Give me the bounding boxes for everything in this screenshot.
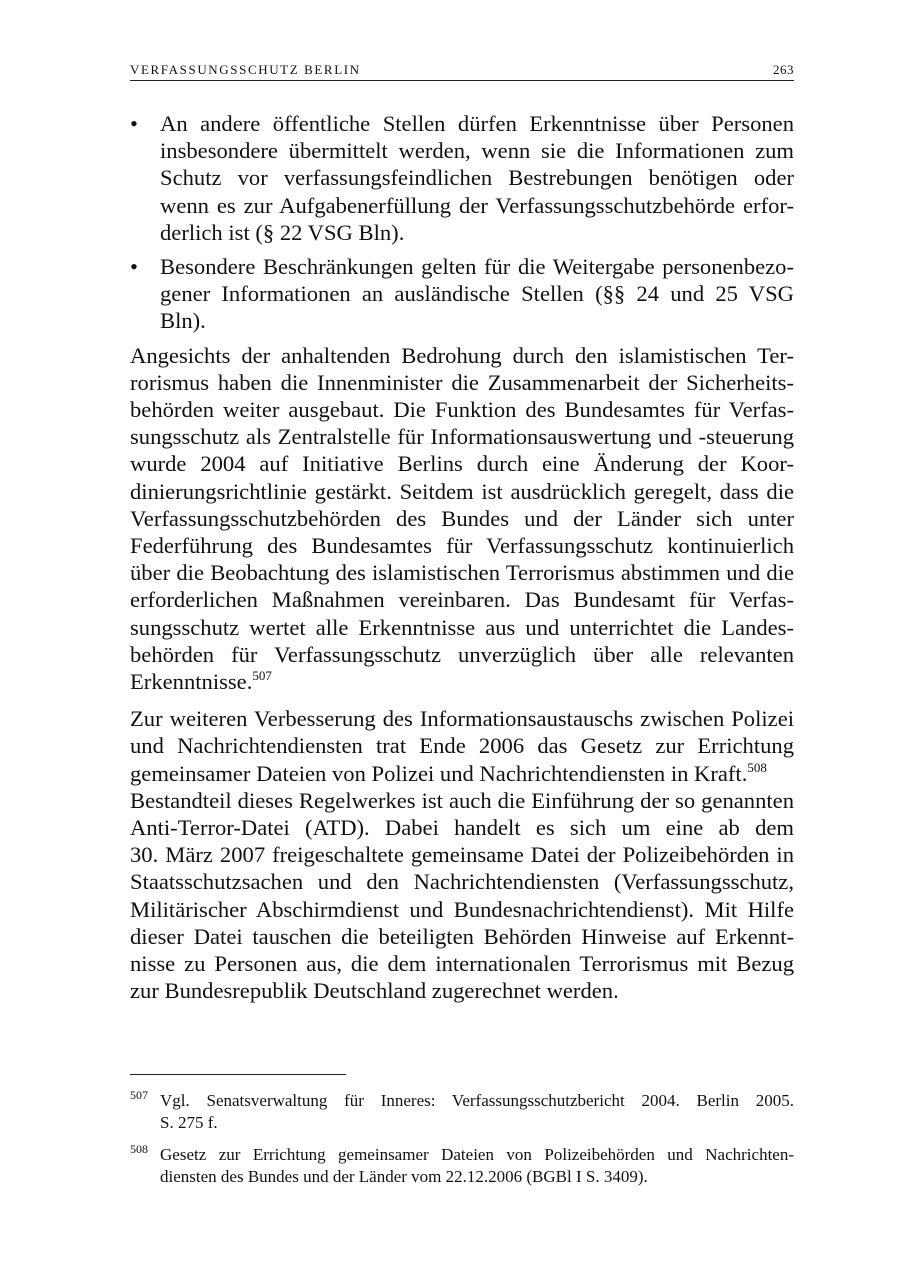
text-line: Anti-Terror-Datei (ATD). Dabei handelt es sich um eine ab dem	[130, 815, 794, 841]
footnote	[130, 1090, 794, 1134]
text-line: erforderlichen Maßnahmen vereinbaren. Das Bundesamt für Verfas-	[130, 587, 794, 613]
text-line: insbesondere übermittelt werden, wenn sie die Informationen zum	[160, 138, 794, 164]
bullet-list	[130, 110, 794, 335]
text-line: Besondere Beschränkungen gelten für die Weitergabe personenbezo-	[160, 254, 794, 280]
text-line: Angesichts der anhaltenden Bedrohung durch den islamistischen Ter-	[130, 342, 794, 368]
text-line: dieser Datei tauschen die beteiligten Behörden Hinweise auf Erkennt-	[130, 923, 794, 949]
text-line: Verfassungsschutzbehörden des Bundes und der Länder sich unter	[130, 505, 794, 531]
footnote-divider	[130, 1074, 346, 1075]
text-fragment: Erkenntnisse.	[130, 669, 253, 695]
body-text	[130, 110, 794, 1015]
footnote-number: 508	[130, 1142, 148, 1156]
text-line: Bestandteil dieses Regelwerkes ist auch die Einführung der so genannten	[130, 787, 794, 813]
text-line: gener Informationen an ausländische Stellen (§§ 24 und 25 VSG	[160, 281, 794, 307]
text-line: Schutz vor verfassungsfeindlichen Bestrebungen benötigen oder	[160, 165, 794, 191]
text-line: nisse zu Personen aus, die dem internationalen Terrorismus mit Bezug	[130, 951, 794, 977]
footnote-line: Vgl. Senatsverwaltung für Inneres: Verfassungsschutzbericht 2004. Berlin 2005.	[160, 1091, 794, 1110]
paragraph	[130, 705, 794, 1004]
text-line: sungsschutz wertet alle Erkenntnisse aus und unterrichtet die Landes-	[130, 614, 794, 640]
footnote-reference[interactable]: 508	[747, 759, 767, 775]
footnote-line: Gesetz zur Errichtung gemeinsamer Dateien von Polizeibehörden und Nachrichten-	[160, 1145, 794, 1164]
footnote-reference[interactable]: 507	[252, 668, 272, 684]
text-line: An andere öffentliche Stellen dürfen Erkenntnisse über Personen	[160, 111, 794, 136]
header-title: VERFASSUNGSSCHUTZ BERLIN	[130, 62, 361, 77]
text-line: behörden weiter ausgebaut. Die Funktion des Bundesamtes für Verfas-	[130, 397, 794, 423]
footnotes	[130, 1090, 794, 1198]
paragraph	[130, 342, 794, 696]
running-header	[130, 60, 794, 81]
text-line: über die Beobachtung des islamistischen Terrorismus abstimmen und die	[130, 560, 794, 586]
text-line: Staatsschutzsachen und den Nachrichtendiensten (Verfassungsschutz,	[130, 869, 794, 895]
text-line: Bln).	[160, 308, 206, 334]
footnote-line: diensten des Bundes und der Länder vom 22.12.2006 (BGBl I S. 3409).	[160, 1167, 648, 1186]
bullet-icon: •	[130, 111, 138, 136]
text-line: Militärischer Abschirmdienst und Bundesnachrichtendienst). Mit Hilfe	[130, 896, 794, 922]
bullet-item	[130, 110, 794, 246]
text-line: derlich ist (§ 22 VSG Bln).	[160, 219, 405, 245]
footnote	[130, 1144, 794, 1188]
text-line: Zur weiteren Verbesserung des Informationsaustauschs zwischen Polizei	[130, 706, 794, 732]
footnote-line: S. 275 f.	[160, 1113, 218, 1132]
bullet-item	[130, 253, 794, 335]
text-line: und Nachrichtendiensten trat Ende 2006 das Gesetz zur Errichtung	[130, 733, 794, 759]
text-line: Federführung des Bundesamtes für Verfassungsschutz kontinuierlich	[130, 533, 794, 559]
text-line: zur Bundesrepublik Deutschland zugerechnet werden.	[130, 978, 619, 1004]
text-fragment: gemeinsamer Dateien von Polizei und Nachrichtendiensten in Kraft.	[130, 760, 748, 786]
text-line	[130, 668, 794, 695]
text-line: wurde 2004 auf Initiative Berlins durch eine Änderung der Koor-	[130, 451, 794, 477]
text-line: 30. März 2007 freigeschaltete gemeinsame Datei der Polizeibehörden in	[130, 842, 794, 868]
text-line: behörden für Verfassungsschutz unverzüglich über alle relevanten	[130, 641, 794, 667]
text-line: dinierungsrichtlinie gestärkt. Seitdem ist ausdrücklich geregelt, dass die	[130, 478, 794, 504]
bullet-icon: •	[130, 254, 138, 280]
page-number: 263	[773, 62, 794, 77]
text-line: sungsschutz als Zentralstelle für Informationsauswertung und -steuerung	[130, 424, 794, 450]
footnote-number: 507	[130, 1088, 148, 1102]
text-line: rorismus haben die Innenminister die Zusammenarbeit der Sicherheits-	[130, 369, 794, 395]
text-line: wenn es zur Aufgabenerfüllung der Verfassungsschutzbehörde erfor-	[160, 192, 794, 218]
text-line	[130, 760, 794, 787]
